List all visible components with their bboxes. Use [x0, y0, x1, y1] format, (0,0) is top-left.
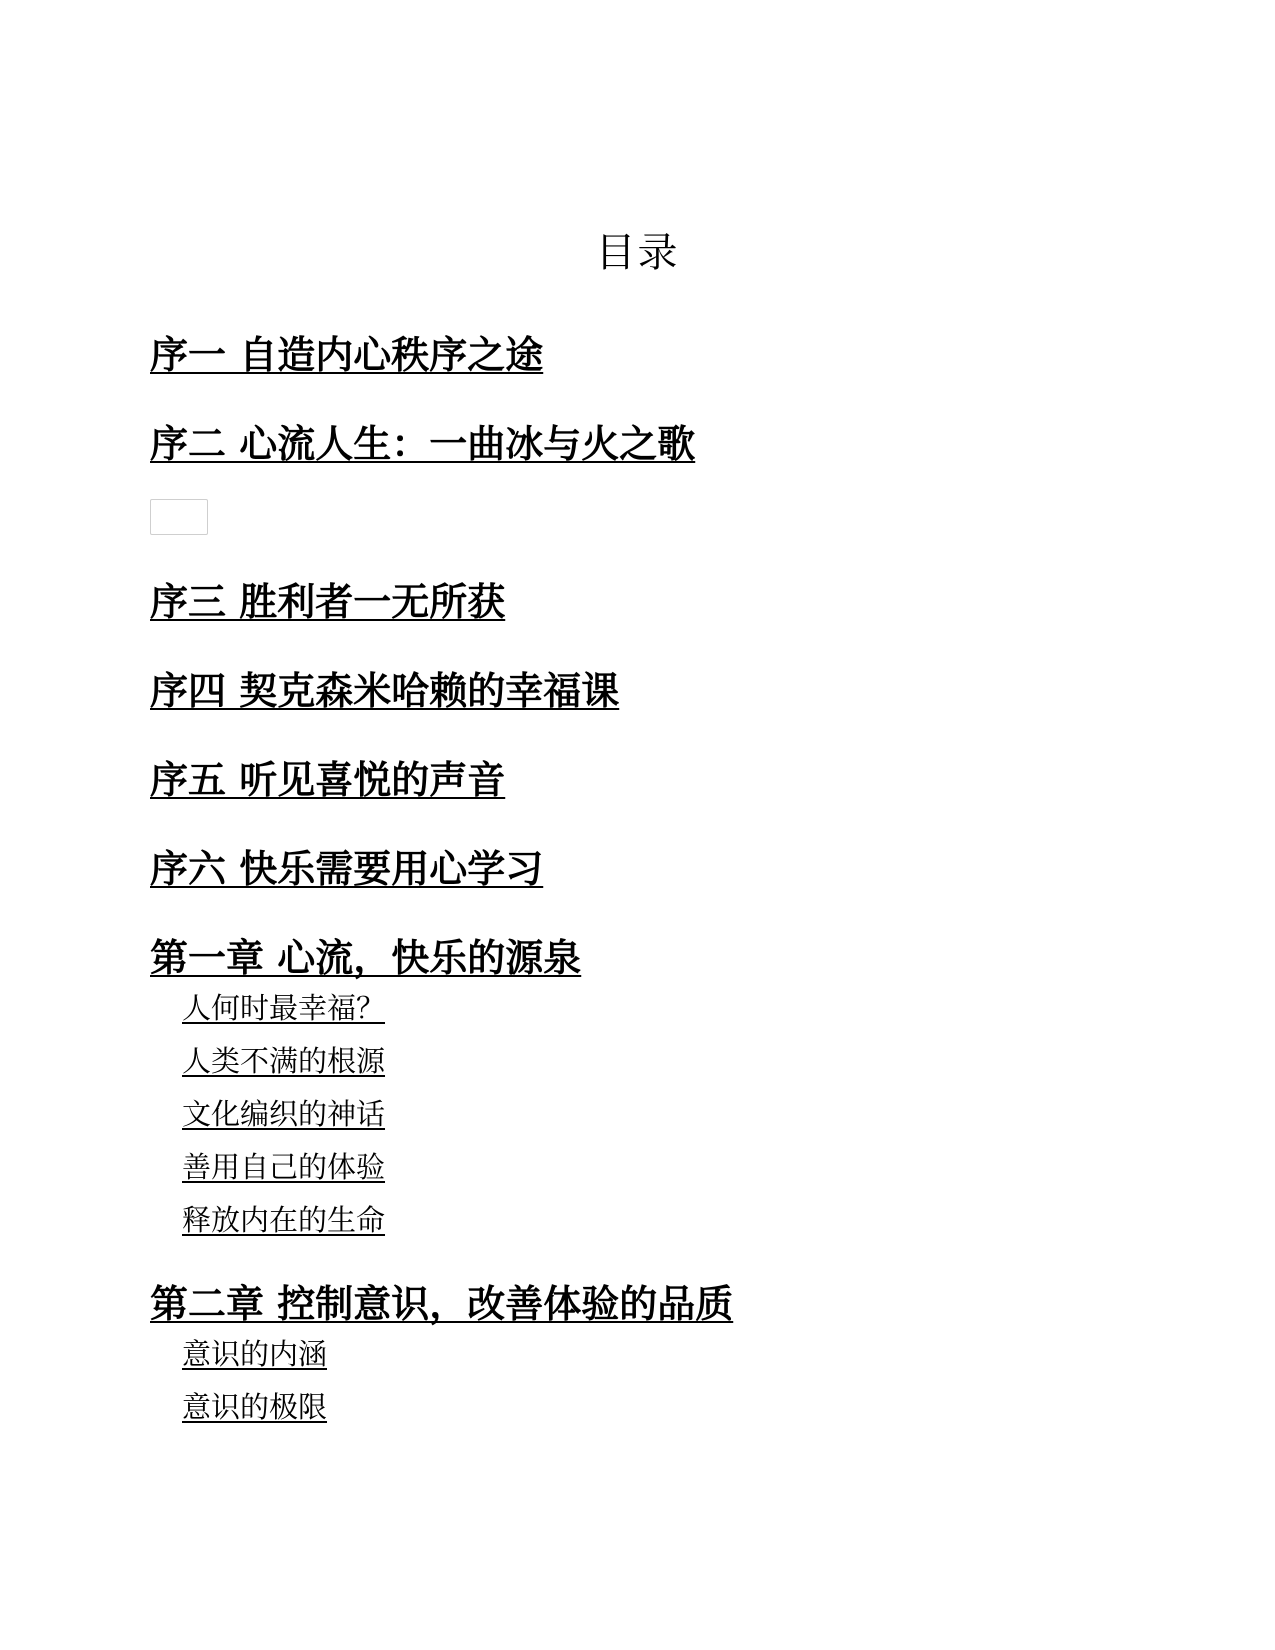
toc-item-chapter-2-section-2 [150, 1387, 1200, 1440]
toc-link-chapter-1-section-2[interactable]: 人类不满的根源 [182, 1044, 386, 1078]
toc-link-preface-3[interactable]: 序三 胜利者一无所获 [150, 580, 506, 624]
page-title: 目录 [595, 230, 680, 276]
toc-item-preface-5 [150, 755, 1200, 844]
toc-item-preface-3 [150, 577, 1200, 666]
toc-link-preface-1[interactable]: 序一 自造内心秩序之途 [150, 333, 544, 377]
toc-link-chapter-2[interactable]: 第二章 控制意识，改善体验的品质 [150, 1282, 734, 1326]
toc-link-chapter-1[interactable]: 第一章 心流，快乐的源泉 [150, 936, 582, 980]
toc-link-chapter-1-section-4[interactable]: 善用自己的体验 [182, 1150, 386, 1184]
toc-item-preface-2 [150, 419, 1200, 499]
toc-link-preface-5[interactable]: 序五 听见喜悦的声音 [150, 758, 506, 802]
toc-link-chapter-1-section-3[interactable]: 文化编织的神话 [182, 1097, 386, 1131]
toc-item-chapter-1-section-2 [150, 1041, 1200, 1094]
toc-link-chapter-2-section-1[interactable]: 意识的内涵 [182, 1337, 328, 1371]
toc-item-chapter-1-section-3 [150, 1094, 1200, 1147]
toc-link-preface-6[interactable]: 序六 快乐需要用心学习 [150, 847, 544, 891]
empty-placeholder-box [150, 499, 208, 535]
toc-item-chapter-2 [150, 1279, 1200, 1334]
toc-item-chapter-1-section-5 [150, 1200, 1200, 1253]
toc-link-preface-4[interactable]: 序四 契克森米哈赖的幸福课 [150, 669, 620, 713]
toc-item-preface-4 [150, 666, 1200, 755]
toc-item-chapter-1-section-4 [150, 1147, 1200, 1200]
toc-item-preface-1 [150, 330, 1200, 419]
toc-link-chapter-2-section-2[interactable]: 意识的极限 [182, 1390, 328, 1424]
toc-item-chapter-1 [150, 933, 1200, 988]
toc-item-preface-6 [150, 844, 1200, 933]
table-of-contents [150, 330, 1200, 1440]
toc-link-chapter-1-section-1[interactable]: 人何时最幸福？ [182, 991, 386, 1025]
toc-link-preface-2[interactable]: 序二 心流人生：一曲冰与火之歌 [150, 422, 696, 466]
toc-item-chapter-2-section-1 [150, 1334, 1200, 1387]
toc-item-chapter-1-section-1 [150, 988, 1200, 1041]
toc-link-chapter-1-section-5[interactable]: 释放内在的生命 [182, 1203, 386, 1237]
